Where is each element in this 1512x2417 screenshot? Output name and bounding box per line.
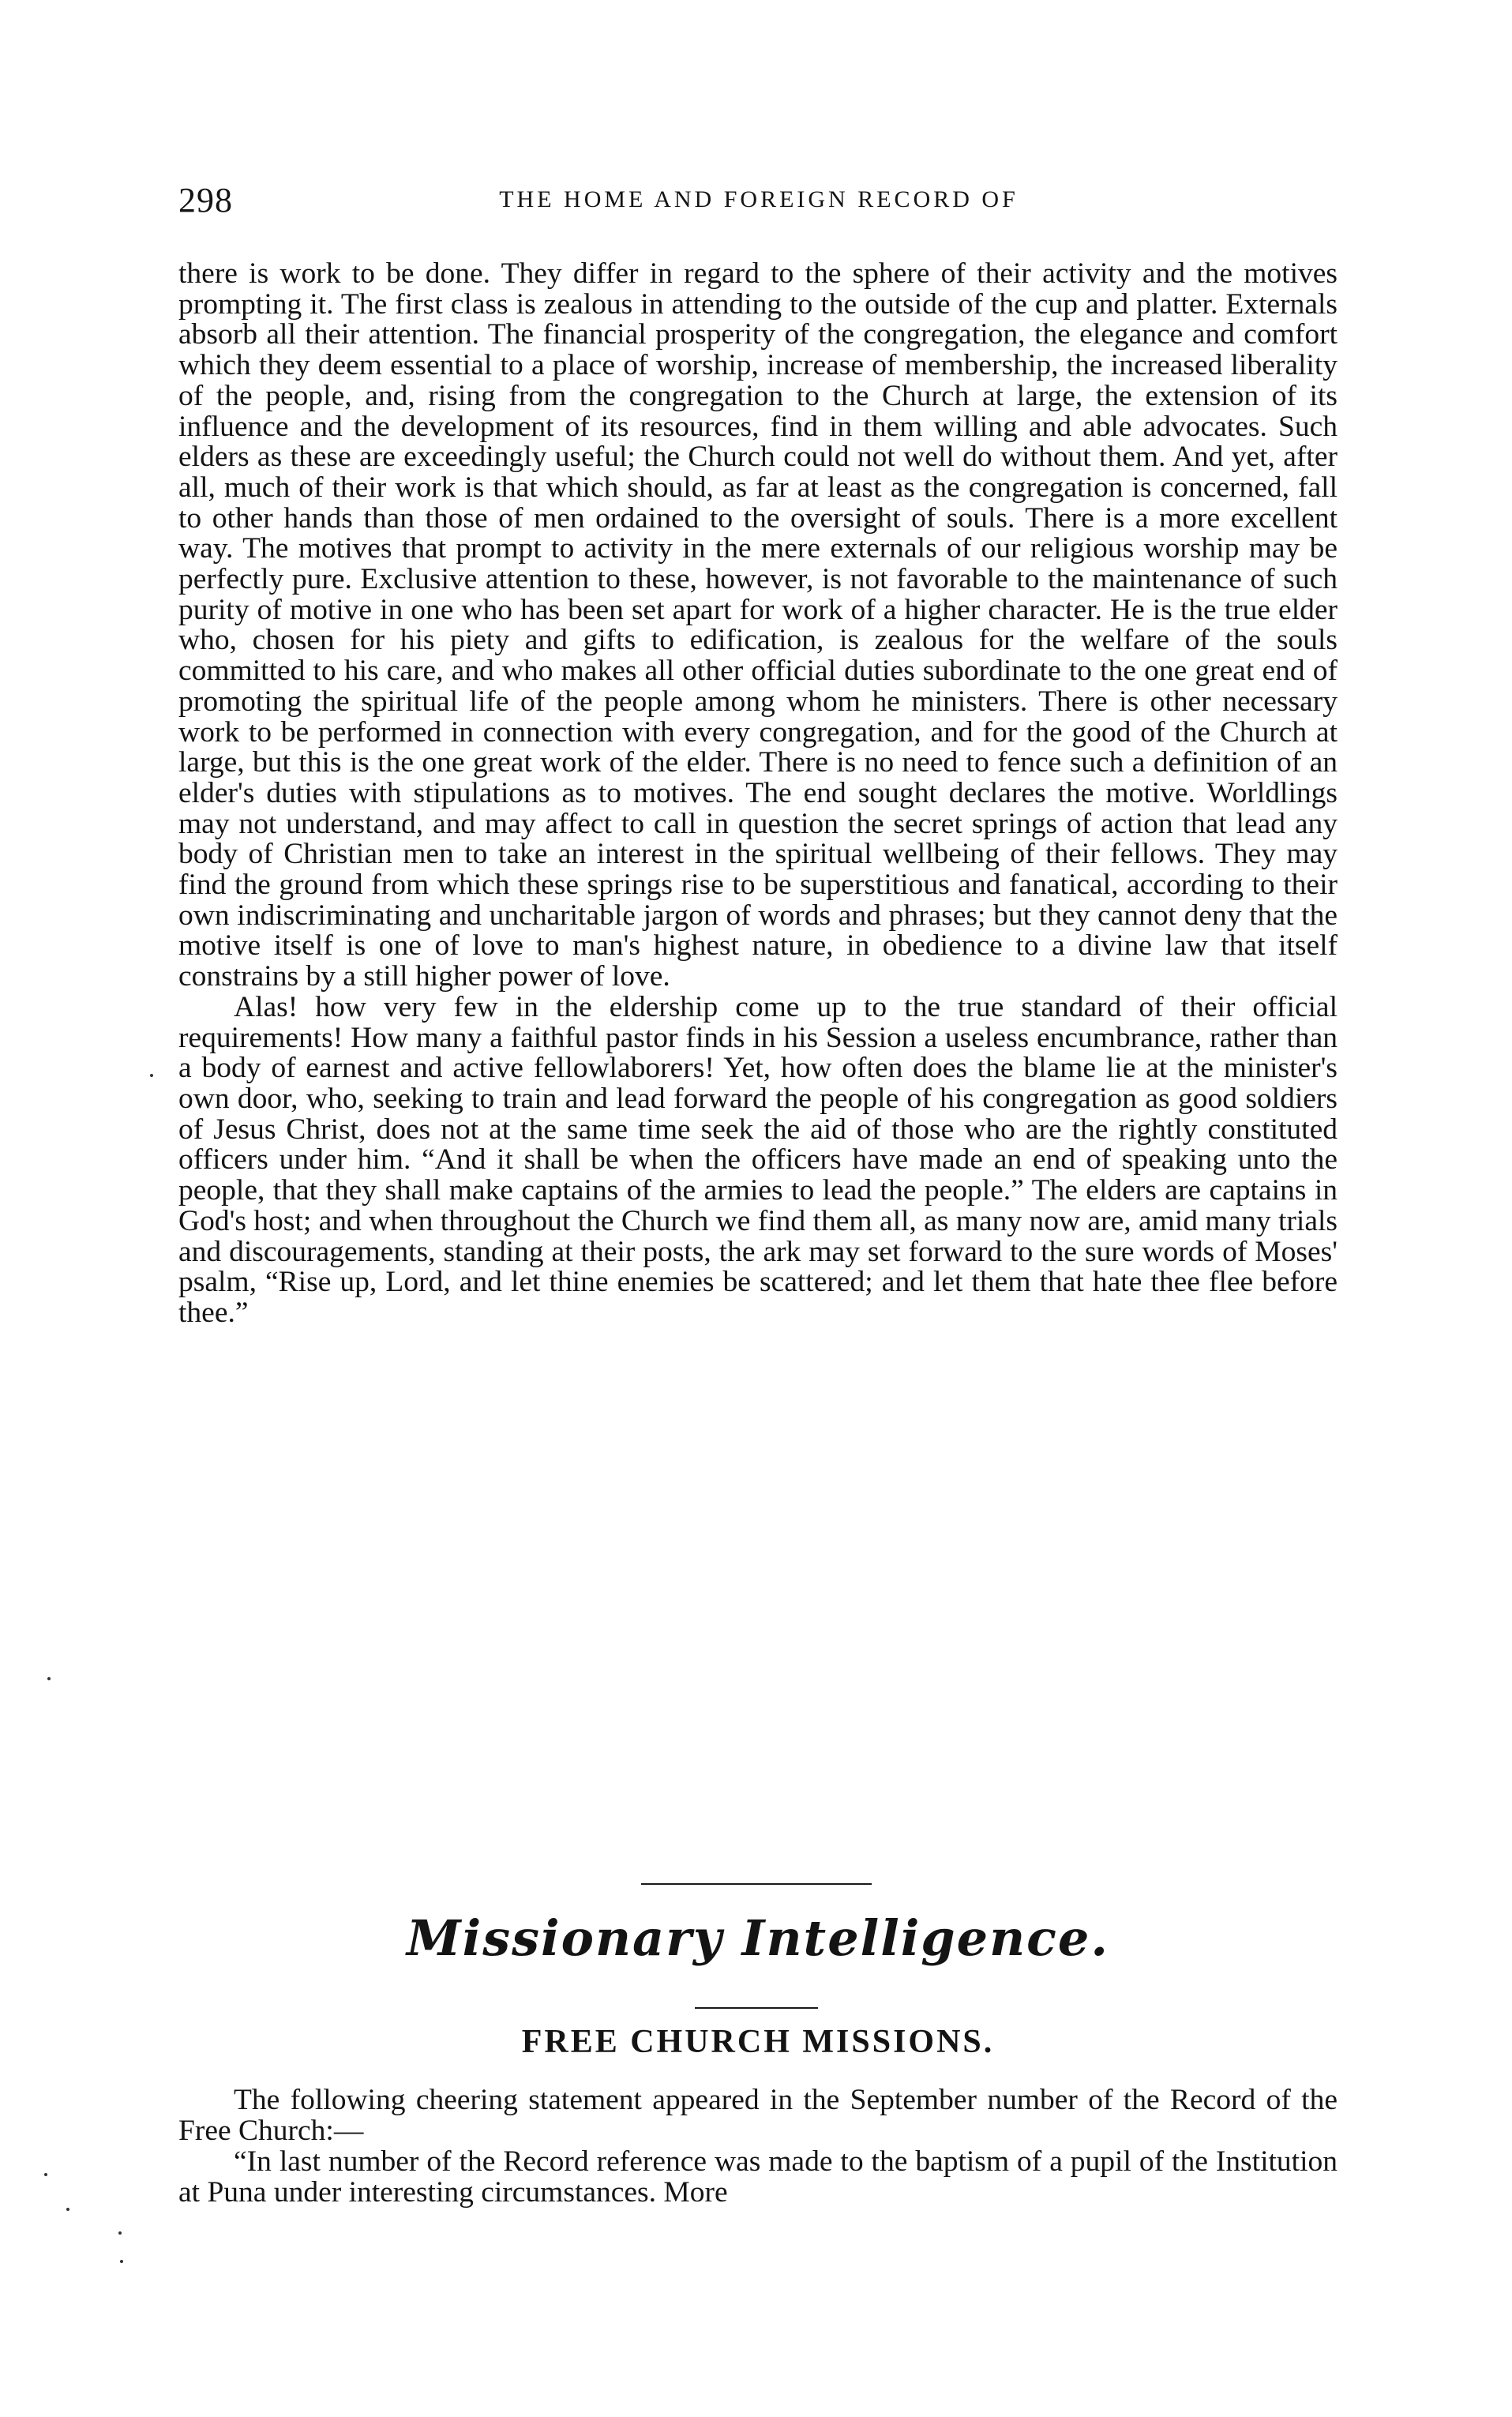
body-paragraph: there is work to be done. They differ in regard to the sphere of their activity and the motives prompting it. The first class is zealous in attending to the outside of the cup and platter. Externals absorb all their attention. The financial prosperity of the congregation, the elegance and comfort which they deem essential to a place of worship, increase of membership, the increased liberality of the people, and, rising from the congregation to the Church at large, the extension of its influence and the development of its resources, find in them willing and able advocates. Such elders as these are exceedingly useful; the Church could not well do without them. And yet, after all, much of their work is that which should, as far at least as the congregation is concerned, fall to other hands than those of men ordained to the oversight of souls. There is a more excellent way. The motives that prompt to activity in the mere externals of our religious worship may be perfectly pure. Exclusive attention to these, however, is not favorable to the maintenance of such purity of motive in one who has been set apart for work of a higher character. He is the true elder who, chosen for his piety and gifts to edification, is zealous for the welfare of the souls committed to his care, and who makes all other official duties subordinate to the one great end of promoting the spiritual life of the people among whom he ministers. There is other necessary work to be performed in connection with every congregation, and for the good of the Church at large, but this is the one great work of the elder. There is no need to fence such a definition of an elder's duties with stipulations as to motives. The end sought declares the motive. Worldlings may not understand, and may affect to call in question the secret springs of action that lead any body of Christian men to take an interest in the spiritual wellbeing of their fellows. They may find the ground from which these springs rise to be superstitious and fanatical, according to their own indiscriminating and uncharitable jargon of words and phrases; but they cannot deny that the motive itself is one of love to man's highest nature, in obedience to a divine law that itself constrains by a still higher power of love. (178, 257, 1338, 993)
section-paragraph: “In last number of the Record reference was made to the baptism of a pupil of the Institution at Puna under interesting circumstances. More (178, 2145, 1338, 2209)
page-number: 298 (178, 181, 233, 220)
section-paragraph: The following cheering statement appeared in the September number of the Record of the Free Church:— (178, 2084, 1338, 2147)
article-body (178, 259, 1338, 1329)
sub-heading: FREE CHURCH MISSIONS. (521, 2024, 995, 2060)
running-head (178, 180, 1339, 227)
section-heading: Missionary Intelligence. (407, 1909, 1109, 1967)
section-divider (641, 1883, 872, 1885)
heading-divider (695, 2007, 818, 2009)
body-paragraph: Alas! how very few in the eldership come up to the true standard of their official requirements! How many a faithful pastor finds in his Session a useless encumbrance, rather than a body of earnest and active fellowlaborers! Yet, how often does the blame lie at the minister's own door, who, seeking to train and lead forward the people of his congregation as good soldiers of Jesus Christ, does not at the same time seek the aid of those who are the rightly constituted officers under him. “And it shall be when the officers have made an end of speaking unto the people, that they shall make captains of the armies to lead the people.” The elders are captains in God's host; and when throughout the Church we find them all, as many now are, amid many trials and discouragements, standing at their posts, the ark may set forward to the sure words of Moses' psalm, “Rise up, Lord, and let thine enemies be scattered; and let them that hate thee flee before thee.” (178, 990, 1338, 1329)
running-title: THE HOME AND FOREIGN RECORD OF (499, 186, 1019, 212)
section-body (178, 2085, 1338, 2208)
